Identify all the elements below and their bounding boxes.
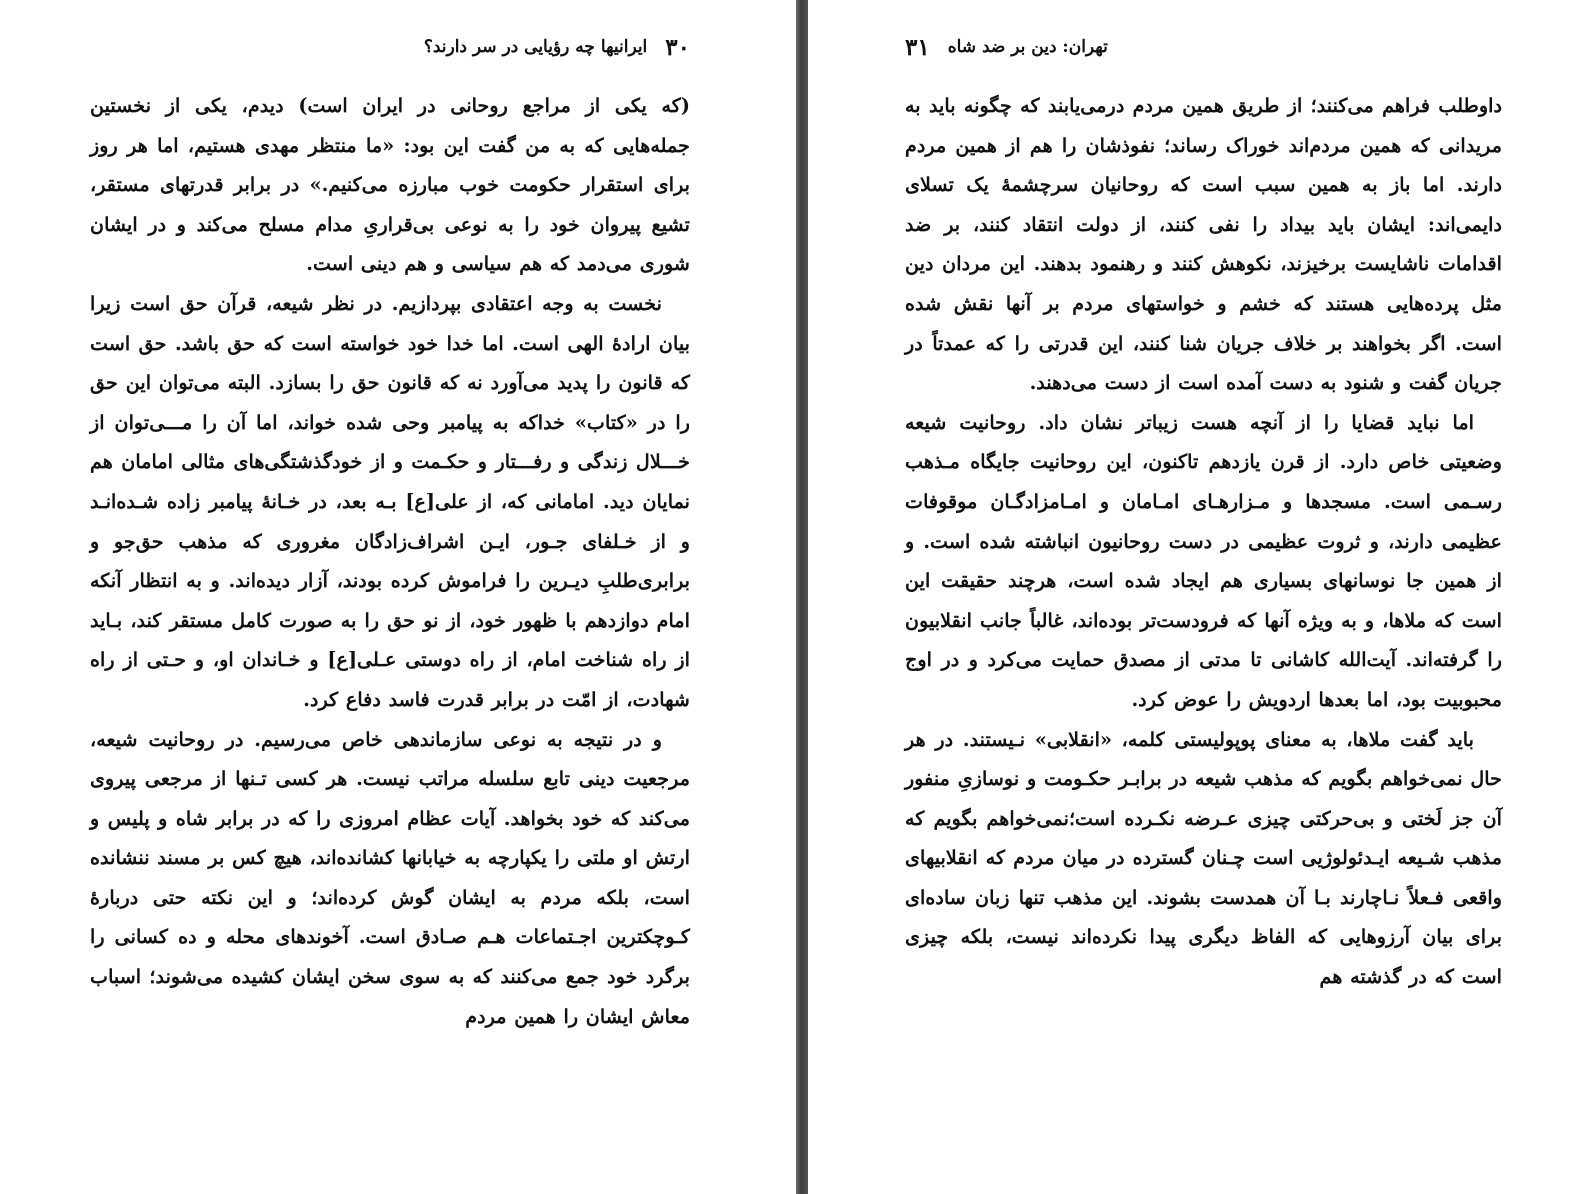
paragraph: اما نباید قضایا را از آنچه هست زیباتر نشان داد. روحانیت شیعه وضعیتی خاص دارد. از قرن یازدهم تاکنون، این روحانیت جایگاه مـذهب رسـمی است. مسجدها و مـزارهـای امـامان و امـامزادگـان موقوفات عظیمی دارند، و ثروت عظیمی در دست روحانیون انباشته شده است. و از همین جا نوسانهای بسیاری هم ایجاد شده است، هرچند حقیقت این است که ملاها، و به ویژه آنها که فرودست‌تر بوده‌اند، غالباً جانب انقلابیون را گرفته‌اند. آیت‌الله کاشانی تا مدتی از مصدق حمایت می‌کرد و در اوج محبوبیت بود، اما بعدها اردویش را عوض کرد.	[905, 410, 1502, 711]
right-running-title: تهران: دین بر ضد شاه	[947, 37, 1108, 57]
paragraph: (که یکی از مراجع روحانی در ایران است) دیدم، یکی از نخستین جمله‌هایی که به من گفت این بود: «ما منتظر مهدی هستیم، اما هر روز برای استقرار حکومت خوب مبارزه می‌کنیم.» در برابر قدرتهای مستقر، تشیع پیروان خود را به نوعی بی‌قراریِ مدام مسلح می‌کند و در ایشان شوری می‌دمد که هم سیاسی و هم دینی است.	[90, 94, 690, 276]
paragraph: و در نتیجه به نوعی سازماندهی خاص می‌رسیم. در روحانیت شیعه، مرجعیت دینی تابع سلسله مراتب نیست. هر کسی تـنها از مرجعی پیروی می‌کند که خود بخواهد. آیات عظام امروزی را که در برابر شاه و پلیس و ارتش او ملتی را یکپارچه به خیابانها کشانده‌اند، هیچ کس بر مسند ننشانده است، بلکه مردم به ایشان گوش کرده‌اند؛ و این نکته حتی دربارهٔ کـوچکترین اجـتماعات هـم صـادق است. آخوندهای محله و ده کسانی را برگرد خود جمع می‌کنند که به سوی سخن ایشان کشیده می‌شوند؛ اسباب معاش ایشان را همین مردم	[90, 727, 690, 1028]
book-gutter	[796, 0, 808, 1194]
paragraph: داوطلب فراهم می‌کنند؛ از طریق همین مردم درمی‌یابند که چگونه باید به مریدانی که همین مردم‌اند خوراک رساند؛ نفوذشان را هم از همین مردم دارند. اما باز به همین سبب است که روحانیان سرچشمهٔ یک تسلای دایمی‌اند: ایشان باید بیداد را نفی کنند، از دولت انتقاد کنند، بر ضد اقدامات ناشایست برخیزند، نکوهش کنند و رهنمود بدهند. این مردان دین مثل پرده‌هایی هستند که خشم و خواستهای مردم بر آنها نقش شده است. اگر بخواهند بر خلاف جریان شنا کنند، این قدرتی را که عمدتاً در جریان گفت و شنود به دست آمده است از دست می‌دهند.	[905, 94, 1502, 395]
left-page-body	[90, 86, 690, 1036]
left-page	[90, 0, 690, 1194]
right-page	[905, 0, 1502, 1194]
right-page-number: ۳۱	[905, 33, 930, 61]
paragraph: باید گفت ملاها، به معنای پوپولیستی کلمه، «انقلابی» نـیستند. در هر حال نمی‌خواهم بگویم که مذهب شیعه در برابـر حکـومت و نوسازیِ منفور آن جز لَختی و بی‌حرکتی چیزی عـرضه نکـرده است؛نمی‌خواهم بگویم که مذهب شـیعه ایـدئولوژیی است چـنان گسترده در میان مردم که انقلابیهای واقعی فـعلاً نـاچارند بـا آن همدست بشوند. این مذهب تنها زبان ساده‌ای برای بیان آرزوهایی که الفاظ دیگری پیدا نکرده‌اند نیست، بلکه چیزی است که در گذشته هم	[905, 727, 1502, 989]
right-running-head	[905, 32, 1502, 62]
left-running-title: ایرانیها چه رؤیایی در سر دارند؟	[423, 37, 648, 57]
left-running-head	[90, 32, 690, 62]
left-page-number: ۳۰	[665, 33, 690, 61]
paragraph: نخست به وجه اعتقادی بپردازیم. در نظر شیعه، قرآن حق است زیرا بیان ارادهٔ الهی است. اما خدا خود خواسته است که حق باشد. حق است که قانون را پدید می‌آورد نه که قانون حق را بسازد. البته می‌توان این حق را در «کتاب» خداکه به پیامبر وحی شده خواند، اما آن را مـــی‌توان از خـــلال زندگی و رفـــتار و حکـمت و از خودگذشتگی‌های مثالی امامان هم نمایان دید. امامانی که، از علی[ع] بـه بعد، در خـانهٔ پیامبر زاده شـده‌انـد و از خـلفای جـور، ایـن اشراف‌زادگان مغروری که مذهب حق‌جو و برابری‌طلبِ دیـرین را فراموش کرده بودند، آزار دیده‌اند. و به انتظار آنکه امام دوازدهم با ظهور خود، از نو حق را به صورت کامل مستقر کند، بـاید از راه شناخت امام، از راه دوستی عـلی[ع] و خـاندان او، و حـتی از راه شهادت، از امّت در برابر قدرت فاسد دفاع کرد.	[90, 291, 690, 711]
right-page-body	[905, 86, 1502, 997]
